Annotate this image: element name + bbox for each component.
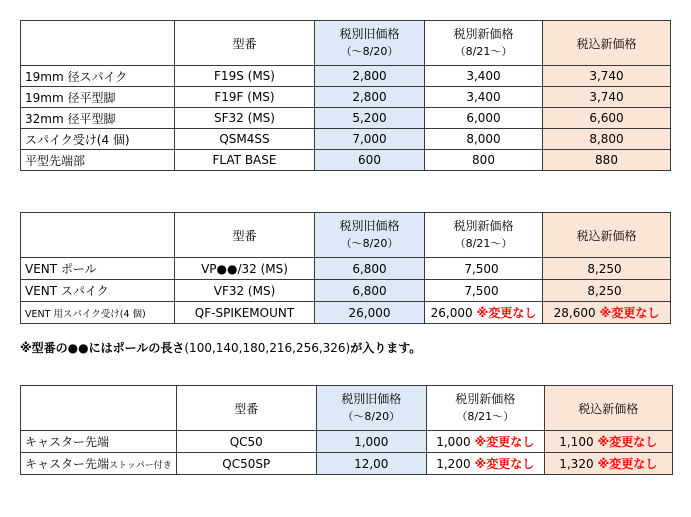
table-row [21,150,671,171]
pole-length-note [20,339,421,356]
new-price [426,453,544,475]
taxin-price [544,453,672,475]
taxin-price: 6,600 [543,108,671,129]
note-tail: が入ります。 [350,341,422,355]
table-row [21,453,673,475]
product-name: 19mm 径スパイク [21,66,175,87]
taxin-price: 3,740 [543,66,671,87]
model-number: QC50 [176,431,316,453]
taxin-price: 3,740 [543,87,671,108]
product-name: VENT 用スパイク受け(4 個) [21,302,175,324]
table-row [21,129,671,150]
taxin-price: 880 [543,150,671,171]
model-number: F19S (MS) [175,66,315,87]
old-price: 1,000 [316,431,426,453]
old-price: 12,00 [316,453,426,475]
new-price-value: 7,500 [464,283,499,298]
table-header-row [21,213,671,258]
note-lengths: (100,140,180,216,256,326) [184,341,351,355]
product-name: VENT スパイク [21,280,175,302]
header-old-price-period: （～8/20） [342,410,401,423]
model-number: QSM4SS [175,129,315,150]
new-price [425,280,543,302]
taxin-price-value: 8,250 [587,261,622,276]
taxin-price [544,431,672,453]
table-row [21,302,671,324]
taxin-price [543,302,671,324]
taxin-price [543,258,671,280]
price-table-caster [20,385,673,475]
new-price-value: 1,200 [436,457,471,471]
table-row [21,66,671,87]
taxin-price [543,280,671,302]
header-old-price [315,21,425,66]
price-table-vent [20,212,671,324]
header-new-price [426,386,544,431]
header-old-price-label: 税別旧価格 [339,27,400,41]
table-header-row [21,21,671,66]
model-number: QF-SPIKEMOUNT [175,302,315,324]
taxin-price-value: 28,600 [553,306,596,320]
taxin-price-value: 8,250 [587,283,622,298]
table-row [21,108,671,129]
table-row [21,431,673,453]
header-old-price [315,213,425,258]
price-table-spike-feet [20,20,671,171]
header-blank-cell [21,213,175,258]
model-number: F19F (MS) [175,87,315,108]
header-new-price-label: 税別新価格 [455,392,516,406]
header-new-price-label: 税別新価格 [453,219,514,233]
header-model: 型番 [175,213,315,258]
no-change-note: ※変更なし [474,457,535,471]
header-blank-cell [21,21,175,66]
no-change-note: ※変更なし [474,435,535,449]
header-old-price-label: 税別旧価格 [341,392,402,406]
new-price: 6,000 [425,108,543,129]
product-name-text: キャスター先端 [25,435,110,449]
model-number: FLAT BASE [175,150,315,171]
new-price: 3,400 [425,66,543,87]
table-row [21,87,671,108]
product-name: スパイク受け(4 個) [21,129,175,150]
old-price: 600 [315,150,425,171]
table-row [21,258,671,280]
product-name: VENT ポール [21,258,175,280]
header-taxin-price: 税込新価格 [543,21,671,66]
new-price-value: 26,000 [430,306,473,320]
header-new-price-label: 税別新価格 [453,27,514,41]
note-main: ※型番の●●にはポールの長さ [20,341,185,355]
product-name: 平型先端部 [21,150,175,171]
product-name: 32mm 径平型脚 [21,108,175,129]
model-number: VP●●/32 (MS) [175,258,315,280]
old-price: 2,800 [315,66,425,87]
header-model: 型番 [176,386,316,431]
header-blank-cell [21,386,177,431]
old-price: 26,000 [315,302,425,324]
product-name-text: キャスター先端 [25,457,110,471]
new-price: 3,400 [425,87,543,108]
taxin-price-value: 1,100 [559,435,594,449]
model-number: VF32 (MS) [175,280,315,302]
taxin-price: 8,800 [543,129,671,150]
new-price [425,302,543,324]
header-new-price-period: （8/21～） [454,45,513,58]
header-old-price-label: 税別旧価格 [339,219,400,233]
table-header-row [21,386,673,431]
header-taxin-price: 税込新価格 [544,386,672,431]
new-price: 800 [425,150,543,171]
old-price: 6,800 [315,258,425,280]
product-name [21,431,177,453]
model-number: QC50SP [176,453,316,475]
new-price [426,431,544,453]
product-name [21,453,177,475]
old-price: 6,800 [315,280,425,302]
new-price: 8,000 [425,129,543,150]
no-change-note: ※変更なし [476,306,537,320]
no-change-note: ※変更なし [597,435,658,449]
no-change-note: ※変更なし [597,457,658,471]
header-new-price-period: （8/21～） [456,410,515,423]
model-number: SF32 (MS) [175,108,315,129]
old-price: 2,800 [315,87,425,108]
old-price: 7,000 [315,129,425,150]
header-model: 型番 [175,21,315,66]
header-old-price-period: （～8/20） [340,237,399,250]
header-new-price-period: （8/21～） [454,237,513,250]
old-price: 5,200 [315,108,425,129]
header-taxin-price: 税込新価格 [543,213,671,258]
header-new-price [425,213,543,258]
new-price-value: 7,500 [464,261,499,276]
new-price-value: 1,000 [436,435,471,449]
taxin-price-value: 1,320 [559,457,594,471]
header-new-price [425,21,543,66]
new-price [425,258,543,280]
table-row [21,280,671,302]
product-name-suffix: ストッパー付き [109,461,172,471]
product-name: 19mm 径平型脚 [21,87,175,108]
header-old-price-period: （～8/20） [340,45,399,58]
header-old-price [316,386,426,431]
no-change-note: ※変更なし [599,306,660,320]
